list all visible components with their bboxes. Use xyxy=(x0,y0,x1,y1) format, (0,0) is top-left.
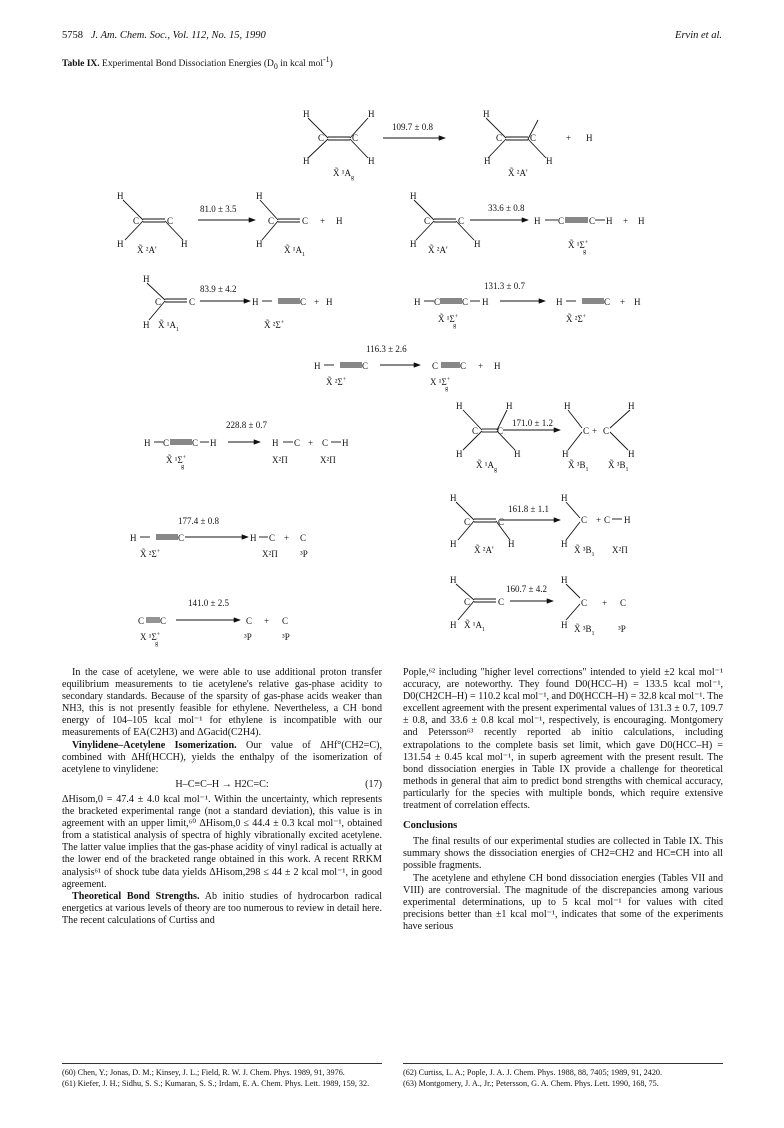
svg-text:H: H xyxy=(561,575,568,585)
svg-text:C: C xyxy=(167,216,174,226)
svg-text:H: H xyxy=(210,438,217,448)
svg-text:C: C xyxy=(362,361,369,371)
energy-r5: 131.3 ± 0.7 xyxy=(484,281,525,291)
svg-text:H: H xyxy=(474,239,481,249)
svg-text:C: C xyxy=(458,216,465,226)
paragraph: The acetylene and ethylene CH bond dissociation energies (Tables VII and VIII) are controversial. The magnitude of the discrepancies among various experimental determinations, up to 5 kcal mol⁻¹ for values with cited precisions better than ±1 kcal mol⁻¹, indicates that some of the experiments have serious xyxy=(403,872,723,932)
svg-text:X̃ ¹Ag: X̃ $^1A_g$ xyxy=(476,460,497,473)
svg-text:C: C xyxy=(604,515,611,525)
svg-text:C: C xyxy=(300,297,307,307)
svg-text:³P: ³P xyxy=(244,632,252,642)
svg-text:C: C xyxy=(424,216,431,226)
footnote: (60) Chen, Y.; Jonas, D. M.; Kinsey, J. L.; Field, R. W. J. Chem. Phys. 1989, 91, 3976. xyxy=(62,1068,345,1077)
right-column xyxy=(403,667,723,933)
svg-text:H: H xyxy=(368,109,375,119)
svg-text:X̃ ¹Σ+g: X̃ ¹Σ+ g xyxy=(438,314,459,329)
energy-r8: 171.0 ± 1.2 xyxy=(512,418,553,428)
svg-text:X̃ ²A': X̃ ²A' xyxy=(508,168,528,178)
table-title-sub: 0 xyxy=(273,62,278,72)
svg-text:X²Π: X²Π xyxy=(320,455,336,465)
paragraph xyxy=(62,740,382,776)
svg-text:³P: ³P xyxy=(300,549,308,559)
svg-text:X̃ ³B1: X̃ $^3B_1$ xyxy=(608,460,629,473)
equation xyxy=(62,779,382,791)
svg-text:H: H xyxy=(482,297,489,307)
svg-text:C: C xyxy=(352,133,359,143)
svg-text:+: + xyxy=(602,598,608,608)
svg-text:C: C xyxy=(246,616,253,626)
footnote: (62) Curtiss, L. A.; Pople, J. A. J. Chem. Phys. 1988, 88, 7405; 1989, 91, 2420. xyxy=(403,1068,663,1077)
svg-text:H: H xyxy=(628,401,635,411)
svg-text:C: C xyxy=(300,533,307,543)
section-lead: Theoretical Bond Strengths. xyxy=(72,890,200,902)
svg-text:H: H xyxy=(546,156,553,166)
svg-text:C: C xyxy=(472,426,479,436)
svg-text:H: H xyxy=(562,449,569,459)
svg-text:+: + xyxy=(596,515,602,525)
svg-text:H: H xyxy=(484,156,491,166)
svg-text:H: H xyxy=(624,515,631,525)
svg-text:C: C xyxy=(189,297,196,307)
svg-text:H: H xyxy=(342,438,349,448)
svg-text:X ¹Σ+g: X ¹Σ+ g xyxy=(140,632,161,647)
svg-text:C: C xyxy=(496,133,503,143)
svg-text:C: C xyxy=(498,517,505,527)
svg-text:H: H xyxy=(456,401,463,411)
svg-text:X̃ ¹A1: X̃ $^1A_1$ xyxy=(284,245,305,258)
paragraph-text: Ab initio studies of hydrocarbon radical energetics at various levels of theory are too numerous to review in detail here. The recent calculations of Curtiss and xyxy=(62,890,382,926)
svg-text:³P: ³P xyxy=(282,632,290,642)
section-lead: Vinylidene–Acetylene Isomerization. xyxy=(72,739,237,751)
svg-text:H: H xyxy=(336,216,343,226)
svg-text:X²Π: X²Π xyxy=(272,455,288,465)
svg-text:H: H xyxy=(564,401,571,411)
svg-text:+: + xyxy=(314,297,320,307)
svg-text:C: C xyxy=(620,598,627,608)
svg-text:+: + xyxy=(320,216,326,226)
paragraph xyxy=(62,891,382,927)
svg-text:H: H xyxy=(638,216,645,226)
equation-body: H–C≡C–H → H2C=C: xyxy=(175,778,269,790)
svg-text:C: C xyxy=(192,438,199,448)
svg-text:C: C xyxy=(497,426,504,436)
svg-text:C: C xyxy=(322,438,329,448)
svg-text:C: C xyxy=(460,361,467,371)
energy-r1: 109.7 ± 0.8 xyxy=(392,122,433,132)
svg-text:X̃ ²Σ+: X̃ ²Σ+ xyxy=(566,314,587,324)
section-heading: Conclusions xyxy=(403,820,458,832)
svg-text:H: H xyxy=(561,539,568,549)
svg-text:X̃ ¹A1: X̃ $^1A_1$ xyxy=(158,320,179,333)
svg-text:C: C xyxy=(268,216,275,226)
svg-text:H: H xyxy=(586,133,593,143)
svg-text:H: H xyxy=(144,438,151,448)
svg-text:X̃ ²A': X̃ ²A' xyxy=(474,545,494,555)
svg-text:X̃ ²A': X̃ ²A' xyxy=(428,245,448,255)
svg-text:H: H xyxy=(483,109,490,119)
svg-text:+: + xyxy=(308,438,314,448)
svg-text:H: H xyxy=(314,361,321,371)
footnote: (61) Kiefer, J. H.; Sidhu, S. S.; Kumaran, S. S.; Irdam, E. A. Chem. Phys. Lett. 1989, 159, 32. xyxy=(62,1079,370,1088)
footnotes-left xyxy=(62,1063,382,1090)
left-column xyxy=(62,667,382,927)
svg-text:X²Π: X²Π xyxy=(262,549,278,559)
svg-text:H: H xyxy=(514,449,521,459)
svg-text:H: H xyxy=(561,493,568,503)
svg-text:H: H xyxy=(181,239,188,249)
svg-text:H: H xyxy=(606,216,613,226)
svg-text:X̃ ¹Σ+g: X̃ ¹Σ+ g xyxy=(568,240,589,255)
footnote: (63) Montgomery, J. A., Jr.; Petersson, G. A. Chem. Phys. Lett. 1990, 168, 75. xyxy=(403,1079,659,1088)
svg-text:H: H xyxy=(450,539,457,549)
energy-r3: 33.6 ± 0.8 xyxy=(488,203,525,213)
svg-text:H: H xyxy=(143,320,150,330)
paragraph: In the case of acetylene, we were able to use additional proton transfer equilibrium measurements to tie acetylene's relative gas-phase acidity to secondary standards. Because of the sparsity of gas-phase acids weaker than NH3, this is not presently feasible for ethylene. Nevertheless, a CH bond energy of 104–105 kcal mol⁻¹ for ethylene is incompatible with our measurements of EA(C2H3) and ΔGacid(C2H4). xyxy=(62,667,382,739)
svg-text:H: H xyxy=(252,297,259,307)
journal-citation: J. Am. Chem. Soc., Vol. 112, No. 15, 1990 xyxy=(90,30,266,41)
svg-text:X̃ ²Σ+: X̃ ²Σ+ xyxy=(326,377,347,387)
svg-text:C: C xyxy=(464,597,471,607)
svg-text:H: H xyxy=(556,297,563,307)
svg-text:C: C xyxy=(282,616,289,626)
svg-text:H: H xyxy=(326,297,333,307)
energy-r10: 177.4 ± 0.8 xyxy=(178,516,219,526)
svg-text:H: H xyxy=(506,401,513,411)
svg-text:H: H xyxy=(256,239,263,249)
svg-text:C: C xyxy=(530,133,537,143)
svg-text:H: H xyxy=(303,109,310,119)
svg-text:H: H xyxy=(628,449,635,459)
author-header: Ervin et al. xyxy=(675,30,722,41)
svg-text:+: + xyxy=(623,216,629,226)
energy-r9: 161.8 ± 1.1 xyxy=(508,504,549,514)
svg-text:H: H xyxy=(250,533,257,543)
energy-r6: 116.3 ± 2.6 xyxy=(366,344,407,354)
svg-text:H: H xyxy=(272,438,279,448)
paragraph: The final results of our experimental studies are collected in Table IX. This summary shows the dissociation energies of CH2=CH2 and HC≡CH into all possible fragments. xyxy=(403,836,723,872)
svg-text:C: C xyxy=(269,533,276,543)
svg-text:X̃ ²Σ+: X̃ ²Σ+ xyxy=(140,549,161,559)
svg-text:C: C xyxy=(318,133,325,143)
footnotes-right xyxy=(403,1063,723,1090)
table-title-close: ) xyxy=(329,59,333,70)
svg-text:C: C xyxy=(294,438,301,448)
svg-text:³P: ³P xyxy=(618,624,626,634)
energy-r11: 160.7 ± 4.2 xyxy=(506,584,547,594)
svg-text:X̃ ³B1: X̃ $^3B_1$ xyxy=(568,460,589,473)
table-label: Table IX. xyxy=(62,59,100,70)
svg-text:C: C xyxy=(498,597,505,607)
svg-text:X²Π: X²Π xyxy=(612,545,628,555)
svg-text:C: C xyxy=(581,598,588,608)
svg-text:+: + xyxy=(592,426,598,436)
paragraph-text: Our value of ΔHf°(CH2=C), combined with ΔHf(HCCH), yields the enthalpy of the isomerization of acetylene to vinylidene: xyxy=(62,739,382,775)
table-title: Experimental Bond Dissociation Energies (D xyxy=(102,59,274,70)
svg-text:H: H xyxy=(303,156,310,166)
svg-text:H: H xyxy=(117,191,124,201)
svg-text:X̃ ³B1: X̃ $^3B_1$ xyxy=(574,545,595,558)
svg-text:C: C xyxy=(603,426,610,436)
svg-text:H: H xyxy=(117,239,124,249)
page-number: 5758 xyxy=(62,30,83,41)
svg-text:C: C xyxy=(581,515,588,525)
table-title-end: in kcal mol xyxy=(277,59,323,70)
equation-number: (17) xyxy=(365,778,382,790)
svg-text:C: C xyxy=(604,297,611,307)
energy-r7: 228.8 ± 0.7 xyxy=(226,420,267,430)
svg-text:C: C xyxy=(432,361,439,371)
svg-text:+: + xyxy=(620,297,626,307)
svg-text:+: + xyxy=(284,533,290,543)
svg-text:C: C xyxy=(589,216,596,226)
paragraph: Pople,⁶² including "higher level corrections" intended to yield ±2 kcal mol⁻¹ accuracy, are noteworthy. They found D0(HCC–H) = 133.5 kcal mol⁻¹, D0(CH2CH–H) = 110.2 kcal mol⁻¹, and D0(HCCH–H) = 32.8 kcal mol⁻¹. The excellent agreement with the present experimental values of 131.3 ± 0.7, 109.7 ± 0.8, and 33.6 ± 0.8 kcal mol⁻¹, respectively, is encouraging. Montgomery and Petersson⁶³ recently reported ab initio calculations, including extrapolations to the complete basis set limit, which gave D0(HCC–H) = 131.54 ± 0.45 kcal mol⁻¹, in superb agreement with the present result. The bond dissociation energies in Table IX provide a challenge for theoretical methods in general that aim to predict bond strengths with chemical accuracy, particularly for the species with multiple bonds, which require extensive treatment of correlation effects. xyxy=(403,667,723,812)
svg-text:H: H xyxy=(450,575,457,585)
svg-text:X̃ ²A': X̃ ²A' xyxy=(137,245,157,255)
svg-text:H: H xyxy=(508,539,515,549)
svg-text:H: H xyxy=(410,239,417,249)
energy-r4: 83.9 ± 4.2 xyxy=(200,284,237,294)
svg-text:C: C xyxy=(160,616,167,626)
svg-text:C: C xyxy=(178,533,185,543)
svg-text:X̃ ¹Ag: X̃ $^1A_g$ xyxy=(333,168,354,181)
svg-text:H: H xyxy=(410,191,417,201)
svg-text:C: C xyxy=(462,297,469,307)
svg-text:H: H xyxy=(256,191,263,201)
svg-text:H: H xyxy=(534,216,541,226)
svg-text:+: + xyxy=(478,361,484,371)
svg-text:C: C xyxy=(558,216,565,226)
svg-text:H: H xyxy=(368,156,375,166)
svg-text:C: C xyxy=(302,216,309,226)
svg-text:C: C xyxy=(155,297,162,307)
svg-text:H: H xyxy=(143,274,150,284)
svg-text:C: C xyxy=(138,616,145,626)
svg-text:C: C xyxy=(163,438,170,448)
energy-r12: 141.0 ± 2.5 xyxy=(188,598,229,608)
svg-text:C: C xyxy=(133,216,140,226)
svg-text:H: H xyxy=(561,620,568,630)
svg-text:H: H xyxy=(130,533,137,543)
svg-text:X̃ ²Σ+: X̃ ²Σ+ xyxy=(264,320,285,330)
paragraph: ΔHisom,0 = 47.4 ± 4.0 kcal mol⁻¹. Within the uncertainty, which represents the bracketed experimental range (not a standard deviation), this value is in agreement with an upper limit,⁶⁰ ΔHisom,0 ≤ 44.4 ± 0.3 kcal mol⁻¹, obtained from a statistical analysis of spectra of highly vibrationally excited acetylene. The latter value implies that the gas-phase acidity of vinyl radical is actually at the lower end of the bracketed range obtained in this work. A recent RRKM analysis⁶¹ of shock tube data yields ΔHisom,298 ≤ 44 ± 2 kcal mol⁻¹, in good agreement. xyxy=(62,793,382,890)
table-title-sup: -1 xyxy=(322,55,330,64)
svg-text:H: H xyxy=(450,620,457,630)
svg-text:+: + xyxy=(264,616,270,626)
svg-text:C: C xyxy=(434,297,441,307)
svg-text:X̃ ³B1: X̃ $^3B_1$ xyxy=(574,624,595,637)
svg-text:H: H xyxy=(450,493,457,503)
svg-text:H: H xyxy=(634,297,641,307)
energy-r2: 81.0 ± 3.5 xyxy=(200,204,237,214)
svg-text:X ¹Σ+g: X ¹Σ+ g xyxy=(430,377,451,392)
svg-text:+: + xyxy=(566,133,572,143)
svg-text:H: H xyxy=(414,297,421,307)
svg-text:X̃ ¹Σ+g: X̃ ¹Σ+ g xyxy=(166,455,187,470)
svg-text:H: H xyxy=(494,361,501,371)
svg-text:C: C xyxy=(583,426,590,436)
svg-text:H: H xyxy=(456,449,463,459)
svg-text:C: C xyxy=(464,517,471,527)
svg-text:X̃ ¹A1: X̃ $^1A_1$ xyxy=(464,620,485,633)
